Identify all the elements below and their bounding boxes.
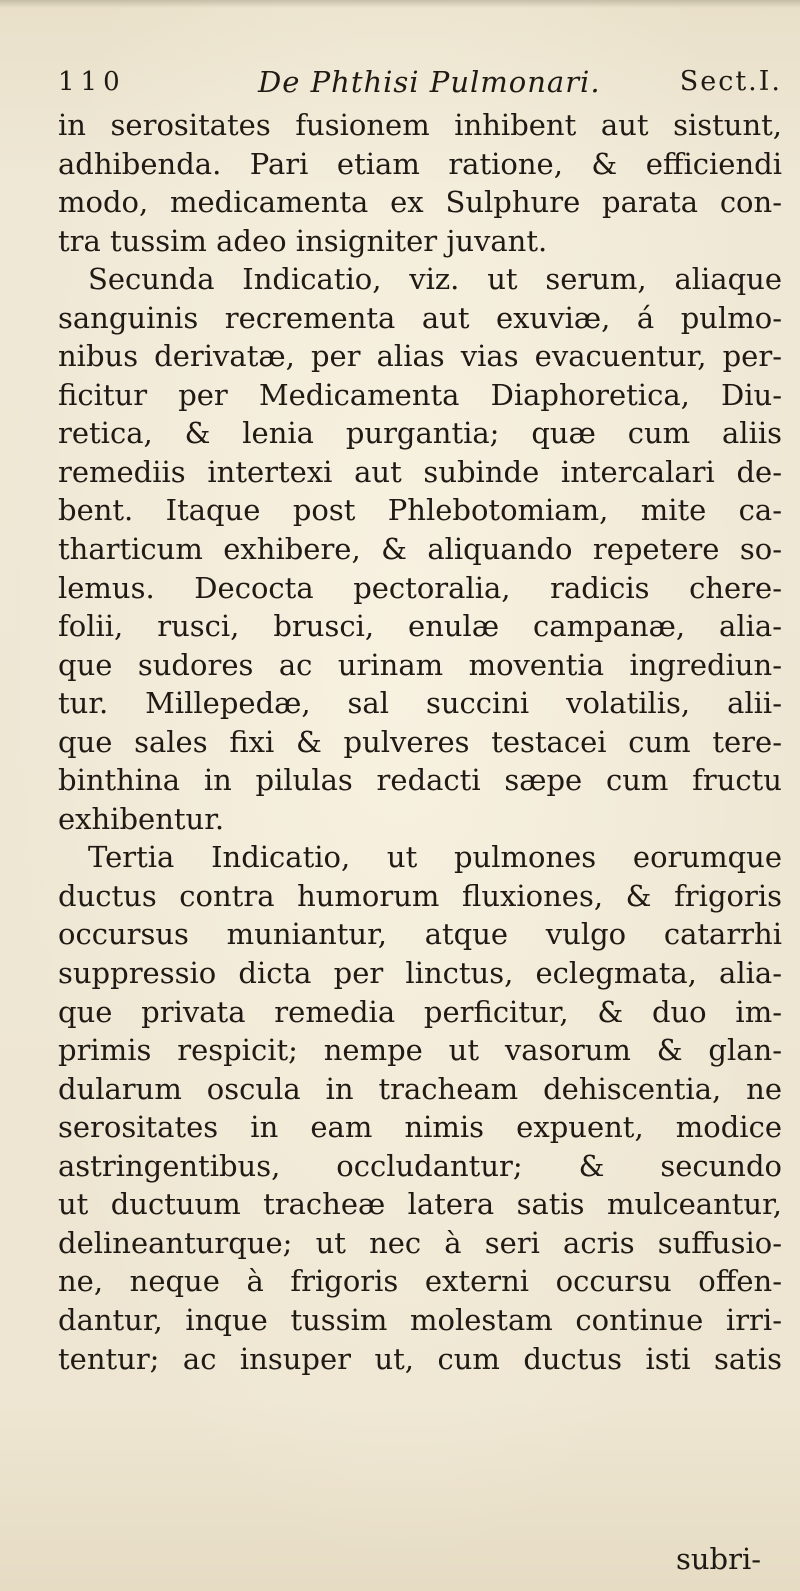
text-line: lemus. Decocta pectoralia, radicis chere- — [58, 570, 782, 605]
text-line: adhibenda. Pari etiam ratione, & efficiendi — [58, 146, 782, 181]
page-number: 110 — [58, 67, 126, 97]
text-line: retica, & lenia purgantia; quæ cum aliis — [58, 416, 782, 451]
page-top-edge — [0, 0, 800, 8]
text-line: tra tussim adeo insigniter juvant. — [58, 223, 548, 258]
text-line: astringentibus, occludantur; & secundo — [58, 1148, 782, 1183]
text-line: ductus contra humorum fluxiones, & frigoris — [58, 878, 782, 913]
text-line: tentur; ac insuper ut, cum ductus isti satis — [58, 1341, 782, 1376]
text-line: ficitur per Medicamenta Diaphoretica, Diu- — [58, 377, 782, 412]
text-line: exhibentur. — [58, 801, 225, 836]
running-title: De Phthisi Pulmonari. — [258, 65, 601, 99]
text-line: binthina in pilulas redacti sæpe cum fructu — [58, 763, 782, 798]
text-line: Secunda Indicatio, viz. ut serum, aliaque — [88, 262, 782, 297]
text-line: primis respicit; nempe ut vasorum & glan- — [58, 1033, 782, 1068]
text-line: folii, rusci, brusci, enulæ campanæ, alia- — [58, 609, 782, 644]
text-line: que sales fixi & pulveres testacei cum tere- — [58, 724, 782, 759]
text-line: occursus muniantur, atque vulgo catarrhi — [58, 917, 782, 952]
catchword: subri- — [676, 1542, 762, 1576]
text-line: modo, medicamenta ex Sulphure parata con- — [58, 185, 782, 220]
text-line: dantur, inque tussim molestam continue irri- — [58, 1302, 782, 1337]
text-line: tharticum exhibere, & aliquando repetere so- — [58, 532, 782, 567]
text-line: ut ductuum tracheæ latera satis mulceantur, — [58, 1187, 782, 1222]
text-line: que sudores ac urinam moventia ingrediun- — [58, 647, 782, 682]
section-label: Sect.I. — [679, 66, 782, 97]
text-line: Tertia Indicatio, ut pulmones eorumque — [88, 840, 782, 875]
text-line: tur. Millepedæ, sal succini volatilis, alii- — [58, 686, 782, 721]
text-line: delineanturque; ut nec à seri acris suffusio- — [58, 1225, 782, 1260]
text-line: suppressio dicta per linctus, eclegmata, alia- — [58, 956, 782, 991]
text-line: remediis intertexi aut subinde intercalari de- — [58, 454, 782, 489]
running-head — [58, 60, 782, 104]
body-text — [58, 106, 782, 1378]
text-line: in serositates fusionem inhibent aut sistunt, — [58, 108, 782, 142]
text-line: bent. Itaque post Phlebotomiam, mite ca- — [58, 493, 782, 528]
text-line: nibus derivatæ, per alias vias evacuentur, per- — [58, 339, 782, 374]
text-line: dularum oscula in tracheam dehiscentia, ne — [58, 1071, 782, 1106]
text-line: que privata remedia perficitur, & duo im- — [58, 994, 782, 1029]
text-line: sanguinis recrementa aut exuviæ, á pulmo- — [58, 300, 782, 335]
text-line: ne, neque à frigoris externi occursu offen- — [58, 1264, 782, 1299]
text-line: serositates in eam nimis expuent, modice — [58, 1110, 782, 1145]
